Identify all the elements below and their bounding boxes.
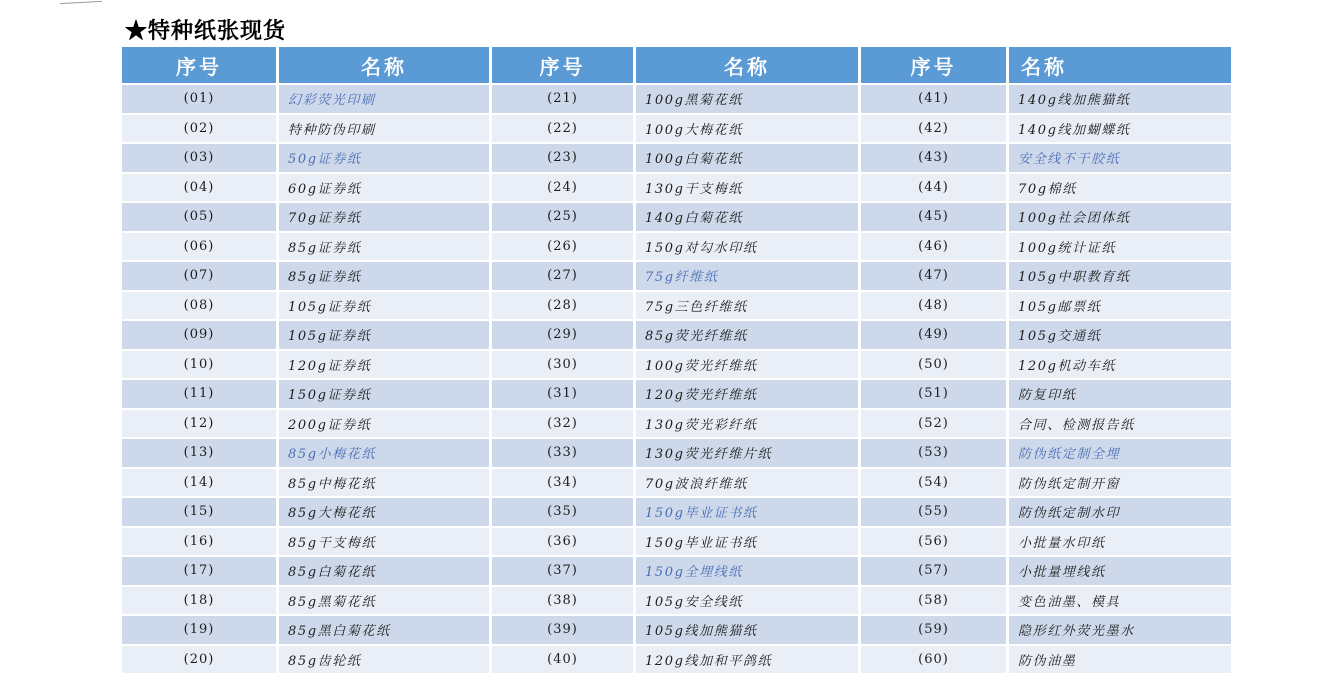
top-edge-artifact-line bbox=[60, 1, 102, 4]
row-seq: (14) bbox=[122, 469, 276, 497]
row-name-link[interactable]: 150g全埋线纸 bbox=[636, 557, 858, 585]
row-seq: (25) bbox=[492, 203, 633, 231]
row-seq: (55) bbox=[861, 498, 1006, 526]
row-seq: (23) bbox=[492, 144, 633, 172]
row-name: 85g荧光纤维纸 bbox=[636, 321, 858, 349]
row-name-link[interactable]: 150g毕业证书纸 bbox=[636, 498, 858, 526]
row-seq: (11) bbox=[122, 380, 276, 408]
row-seq: (35) bbox=[492, 498, 633, 526]
row-name: 105g安全线纸 bbox=[636, 587, 858, 615]
row-seq: (13) bbox=[122, 439, 276, 467]
row-seq: (48) bbox=[861, 292, 1006, 320]
row-seq: (01) bbox=[122, 85, 276, 113]
row-name: 100g社会团体纸 bbox=[1009, 203, 1231, 231]
row-seq: (43) bbox=[861, 144, 1006, 172]
row-seq: (42) bbox=[861, 115, 1006, 143]
row-name: 120g线加和平鸽纸 bbox=[636, 646, 858, 674]
row-name: 特种防伪印刷 bbox=[279, 115, 489, 143]
row-seq: (05) bbox=[122, 203, 276, 231]
row-name: 100g白菊花纸 bbox=[636, 144, 858, 172]
row-seq: (02) bbox=[122, 115, 276, 143]
row-name: 105g线加熊猫纸 bbox=[636, 616, 858, 644]
row-name: 105g邮票纸 bbox=[1009, 292, 1231, 320]
header-name-col2: 名称 bbox=[636, 47, 858, 83]
row-name: 130g荧光彩纤纸 bbox=[636, 410, 858, 438]
row-seq: (29) bbox=[492, 321, 633, 349]
row-name: 130g荧光纤维片纸 bbox=[636, 439, 858, 467]
row-name: 150g证券纸 bbox=[279, 380, 489, 408]
row-name: 隐形红外荧光墨水 bbox=[1009, 616, 1231, 644]
row-name: 105g证券纸 bbox=[279, 292, 489, 320]
row-seq: (41) bbox=[861, 85, 1006, 113]
row-seq: (31) bbox=[492, 380, 633, 408]
row-seq: (58) bbox=[861, 587, 1006, 615]
row-seq: (38) bbox=[492, 587, 633, 615]
row-name-link[interactable]: 幻彩荧光印刷 bbox=[279, 85, 489, 113]
row-seq: (51) bbox=[861, 380, 1006, 408]
row-seq: (17) bbox=[122, 557, 276, 585]
row-name: 140g白菊花纸 bbox=[636, 203, 858, 231]
row-seq: (44) bbox=[861, 174, 1006, 202]
row-name: 200g证券纸 bbox=[279, 410, 489, 438]
row-name: 70g波浪纤维纸 bbox=[636, 469, 858, 497]
row-seq: (53) bbox=[861, 439, 1006, 467]
row-name: 85g中梅花纸 bbox=[279, 469, 489, 497]
row-name: 防伪纸定制开窗 bbox=[1009, 469, 1231, 497]
row-seq: (36) bbox=[492, 528, 633, 556]
row-name: 防伪油墨 bbox=[1009, 646, 1231, 674]
row-name: 100g大梅花纸 bbox=[636, 115, 858, 143]
row-name: 120g机动车纸 bbox=[1009, 351, 1231, 379]
row-seq: (50) bbox=[861, 351, 1006, 379]
row-seq: (56) bbox=[861, 528, 1006, 556]
row-name: 85g黑白菊花纸 bbox=[279, 616, 489, 644]
row-seq: (46) bbox=[861, 233, 1006, 261]
row-name: 变色油墨、模具 bbox=[1009, 587, 1231, 615]
row-seq: (28) bbox=[492, 292, 633, 320]
header-seq-col1: 序号 bbox=[122, 47, 276, 83]
row-seq: (21) bbox=[492, 85, 633, 113]
row-name: 85g证券纸 bbox=[279, 233, 489, 261]
row-name: 防复印纸 bbox=[1009, 380, 1231, 408]
row-name: 小批量埋线纸 bbox=[1009, 557, 1231, 585]
row-name: 120g荧光纤维纸 bbox=[636, 380, 858, 408]
row-seq: (47) bbox=[861, 262, 1006, 290]
row-seq: (39) bbox=[492, 616, 633, 644]
row-seq: (30) bbox=[492, 351, 633, 379]
page-title: ★特种纸张现货 bbox=[125, 18, 287, 44]
row-name: 105g中职教育纸 bbox=[1009, 262, 1231, 290]
row-seq: (27) bbox=[492, 262, 633, 290]
row-name-link[interactable]: 75g纤维纸 bbox=[636, 262, 858, 290]
row-name: 85g干支梅纸 bbox=[279, 528, 489, 556]
row-seq: (45) bbox=[861, 203, 1006, 231]
row-seq: (04) bbox=[122, 174, 276, 202]
row-seq: (26) bbox=[492, 233, 633, 261]
row-seq: (60) bbox=[861, 646, 1006, 674]
header-name-col3: 名称 bbox=[1009, 47, 1231, 83]
row-name: 105g证券纸 bbox=[279, 321, 489, 349]
row-name-link[interactable]: 安全线不干胶纸 bbox=[1009, 144, 1231, 172]
row-seq: (40) bbox=[492, 646, 633, 674]
row-seq: (16) bbox=[122, 528, 276, 556]
row-name: 150g毕业证书纸 bbox=[636, 528, 858, 556]
row-seq: (06) bbox=[122, 233, 276, 261]
row-name-link[interactable]: 防伪纸定制全埋 bbox=[1009, 439, 1231, 467]
row-seq: (37) bbox=[492, 557, 633, 585]
row-name: 85g黑菊花纸 bbox=[279, 587, 489, 615]
row-name: 85g大梅花纸 bbox=[279, 498, 489, 526]
row-seq: (52) bbox=[861, 410, 1006, 438]
row-seq: (12) bbox=[122, 410, 276, 438]
row-name: 130g干支梅纸 bbox=[636, 174, 858, 202]
row-name: 100g黑菊花纸 bbox=[636, 85, 858, 113]
paper-table bbox=[122, 47, 1231, 673]
row-name-link[interactable]: 85g小梅花纸 bbox=[279, 439, 489, 467]
row-name: 85g齿轮纸 bbox=[279, 646, 489, 674]
row-name: 150g对勾水印纸 bbox=[636, 233, 858, 261]
row-seq: (57) bbox=[861, 557, 1006, 585]
row-name: 105g交通纸 bbox=[1009, 321, 1231, 349]
row-seq: (33) bbox=[492, 439, 633, 467]
row-seq: (22) bbox=[492, 115, 633, 143]
row-name: 140g线加熊猫纸 bbox=[1009, 85, 1231, 113]
row-seq: (49) bbox=[861, 321, 1006, 349]
row-seq: (19) bbox=[122, 616, 276, 644]
row-name: 100g荧光纤维纸 bbox=[636, 351, 858, 379]
row-seq: (15) bbox=[122, 498, 276, 526]
header-seq-col3: 序号 bbox=[861, 47, 1006, 83]
row-name-link[interactable]: 50g证券纸 bbox=[279, 144, 489, 172]
row-seq: (03) bbox=[122, 144, 276, 172]
row-name: 70g证券纸 bbox=[279, 203, 489, 231]
row-name: 85g白菊花纸 bbox=[279, 557, 489, 585]
row-seq: (08) bbox=[122, 292, 276, 320]
row-seq: (32) bbox=[492, 410, 633, 438]
row-seq: (24) bbox=[492, 174, 633, 202]
row-name: 小批量水印纸 bbox=[1009, 528, 1231, 556]
row-name: 70g棉纸 bbox=[1009, 174, 1231, 202]
header-seq-col2: 序号 bbox=[492, 47, 633, 83]
row-seq: (07) bbox=[122, 262, 276, 290]
row-name: 85g证券纸 bbox=[279, 262, 489, 290]
row-name: 防伪纸定制水印 bbox=[1009, 498, 1231, 526]
row-name: 100g统计证纸 bbox=[1009, 233, 1231, 261]
row-name: 75g三色纤维纸 bbox=[636, 292, 858, 320]
row-seq: (54) bbox=[861, 469, 1006, 497]
row-seq: (59) bbox=[861, 616, 1006, 644]
row-name: 140g线加蝴蝶纸 bbox=[1009, 115, 1231, 143]
row-name: 合同、检测报告纸 bbox=[1009, 410, 1231, 438]
row-name: 60g证券纸 bbox=[279, 174, 489, 202]
row-name: 120g证券纸 bbox=[279, 351, 489, 379]
row-seq: (10) bbox=[122, 351, 276, 379]
row-seq: (09) bbox=[122, 321, 276, 349]
row-seq: (20) bbox=[122, 646, 276, 674]
row-seq: (18) bbox=[122, 587, 276, 615]
row-seq: (34) bbox=[492, 469, 633, 497]
header-name-col1: 名称 bbox=[279, 47, 489, 83]
